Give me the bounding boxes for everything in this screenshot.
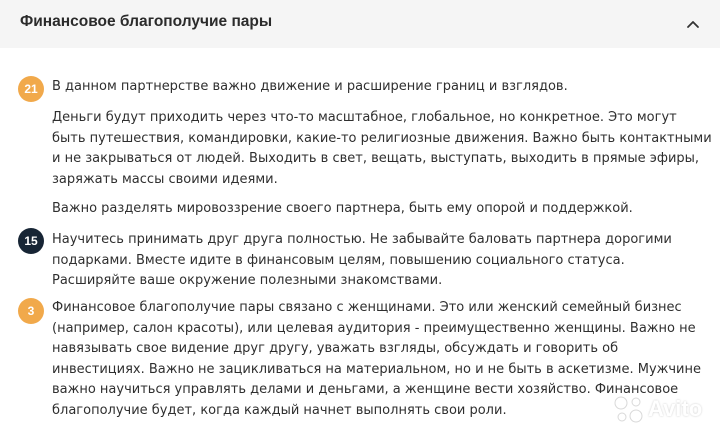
section-title: Финансовое благополучие пары — [20, 13, 273, 30]
avito-watermark — [612, 394, 718, 426]
section-3-paragraph-1: Финансовое благополучие пары связано с женщинами. Это или женский семейный бизнес (например, салон красоты), или целевая аудитория - преимущественно женщины. Важно не навязывать свое видение друг другу, уважать взгляды, обсуждать и говорить об инвестициях. Важно не зацикливаться на материальном, но и не быть в аскетизме. Мужчине важно научиться управлять делами и деньгами, а женщине вести хозяйство. Финансовое благополучие будет, когда каждый начнет выполнять свои роли. — [52, 300, 701, 418]
section-21-paragraph-2: Деньги будут приходить через что-то масштабное, глобальное, но конкретное. Это могут быть путешествия, командировки, какие-то религиозные движения. Важно быть контактными и не закрываться от людей. Выходить в свет, вещать, выступать, выходить в прямые эфиры, заряжать массы своими идеями. — [52, 110, 712, 187]
watermark-text: Avito — [648, 396, 703, 421]
number-badge: 3 — [18, 298, 44, 324]
section-15-paragraph-1: Научитесь принимать друг друга полностью. Не забывайте баловать партнера дорогими подарками. Вместе идите в финансовым целям, повышению социального статуса. Расширяйте ваше окружение полезными знакомствами. — [52, 232, 672, 288]
accordion-header[interactable] — [0, 0, 720, 48]
avito-logo-icon — [612, 394, 646, 424]
chevron-up-icon[interactable] — [683, 14, 703, 34]
number-badge: 21 — [18, 76, 44, 102]
section-21-paragraph-1: В данном партнерстве важно движение и расширение границ и взглядов. — [52, 79, 568, 94]
section-21-paragraph-3: Важно разделять мировоззрение своего партнера, быть ему опорой и поддержкой. — [52, 201, 633, 216]
number-badge: 15 — [18, 228, 44, 254]
